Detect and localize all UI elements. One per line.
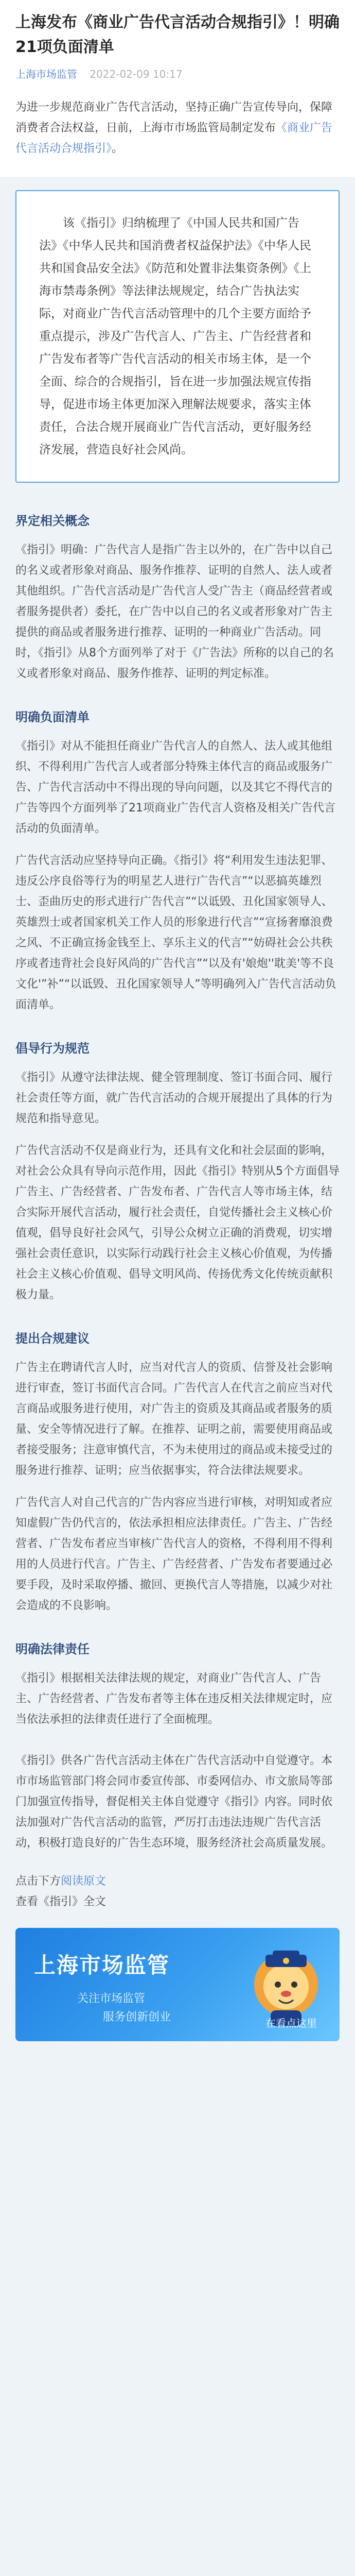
section-conduct-para-2: 广告代言活动不仅是商业行为，还具有文化和社会层面的影响，对社会公众具有导向示范作用，因此《指引》特别从5个方面倡导广告主、广告经营者、广告发布者、广告代言人等市场主体，结合实际开展代言活动，履行社会责任，自觉传播社会主义核心价值观，倡导良好社会风气，引导公众树立正确的消费观，切实增强社会责任意识，以实际行动践行社会主义核心价值观，为传播社会主义核心价值观、倡导文明风尚、传扬优秀文化传统贡献积极力量。 <box>15 1144 340 1301</box>
intro-text-before: 为进一步规范商业广告代言活动，坚持正确广告宣传导向，保障消费者合法权益，日前，上海市市场监管局制定发布 <box>15 101 333 134</box>
section-concepts-para-1: 《指引》明确：广告代言人是指广告主以外的，在广告中以自己的名义或者形象对商品、服务作推荐、证明的自然人、法人或者其他组织。广告代言活动是广告代言人受广告主（商品经营者或者服务提供者）委托，在广告中以自己的名义或者形象对广告主提供的商品或者服务进行推荐、证明的一种商业广告活动。同时，《指引》从8个方面列举了对于《广告法》所称的以自己的名义或者形象对商品、服务作推荐、证明的判定标准。 <box>15 544 334 680</box>
footer-line1-prefix: 点击下方 <box>15 1875 61 1888</box>
section-title-liability: 明确法律责任 <box>15 1642 90 1656</box>
section-compliance-para-2: 广告代言人对自己代言的广告内容应当进行审核，对明知或者应知虚假广告仍代言的，依法承担相应法律责任。广告主、广告经营者、广告发布者应当审核广告代言人的资格，不得利用不得利用的人员进行代言。广告主、广告经营者、广告发布者要通过必要手段，及时采取停播、撤回、更换代言人等措施，以减少对社会造成的不良影响。 <box>15 1496 333 1612</box>
section-conduct-para-1: 《指引》从遵守法律法规、健全管理制度、签订书面合同、履行社会责任等方面，就广告代言活动的合规开展提出了具体的行为规范和指导意见。 <box>15 1071 333 1125</box>
footer-line-1 <box>15 1871 340 1892</box>
footer-links <box>0 1861 355 1912</box>
guideline-link[interactable]: 《商业广告代言活动合规指引》 <box>15 122 333 155</box>
section-compliance-para-1: 广告主在聘请代言人时，应当对代言人的资质、信誉及社会影响进行审查，签订书面代言合同。广告代言人在代言之前应当对代言商品或服务进行使用，对广告主的资质及其商品或者服务的质量、安全等情况进行了解。在推荐、证明之前，需要使用商品或者接受服务；注意审慎代言，不为未使用过的商品或未接受过的服务进行推荐、证明；应当依据事实，符合法律法规要求。 <box>15 1361 333 1477</box>
article-meta <box>15 66 340 90</box>
article-title: 上海发布《商业广告代言活动合规指引》！明确21项负面清单 <box>15 13 340 56</box>
section-title-conduct: 倡导行为规范 <box>15 1041 90 1056</box>
follow-banner[interactable] <box>15 1928 340 2041</box>
section-liability-para-1: 《指引》根据相关法律法规的规定，对商业广告代言人、广告主、广告经营者、广告发布者等主体在违反相关法律规定时，应当依法承担的法律责任进行了全面梳理。 <box>15 1672 333 1726</box>
intro-text-after: 。 <box>112 142 123 155</box>
article-intro <box>0 90 355 177</box>
section-title-compliance: 提出合规建议 <box>15 1331 90 1346</box>
publish-date: 2022-02-09 10:17 <box>90 68 183 80</box>
banner-brand: 上海市场监管 <box>34 1953 170 1978</box>
footer-line-2 <box>15 1892 340 1912</box>
footer-read-original-link[interactable]: 阅读原文 <box>61 1875 106 1888</box>
summary-block <box>0 177 355 495</box>
closing-para: 《指引》供各广告代言活动主体在广告代言活动中自觉遵守。本市市场监管部门将会同市委宣传部、市委网信办、市文旅局等部门加强宣传指导，督促相关主体自觉遵守《指引》内容。同时依法加强对广告代言活动的监管，严厉打击违法违规广告代言活动，积极打造良好的广告生态环境，服务经济社会高质量发展。 <box>15 1754 333 1850</box>
account-name-link[interactable]: 上海市场监管 <box>15 68 77 80</box>
like-watching-button[interactable]: 在看点这里 <box>265 2017 317 2029</box>
section-title-concepts: 界定相关概念 <box>15 514 90 528</box>
footer-line2-prefix: 查看 <box>15 1895 39 1908</box>
article-header <box>0 0 355 90</box>
banner-slogan-1: 关注市场监管 <box>77 1992 146 2005</box>
section-title-negative-list: 明确负面清单 <box>15 710 90 724</box>
banner-slogan-2: 服务创新创业 <box>103 2011 171 2024</box>
section-negative-list-para-1: 《指引》对从不能担任商业广告代言人的自然人、法人或其他组织、不得利用广告代言人或者部分特殊主体代言的商品或服务广告、广告代言活动中不得出现的导向问题，以及其它不得代言的广告等四个方面列举了21项商业广告代言人资格及相关广告代言活动的负面清单。 <box>15 740 335 835</box>
section-negative-list-para-2: 广告代言活动应坚持导向正确。《指引》将“利用发生违法犯罪、违反公序良俗等行为的明星艺人进行广告代言”“以恶搞英雄烈士、歪曲历史的形式进行广告代言”“以诋毁、丑化国家领导人、英雄烈士或者国家机关工作人员的形象进行代言”“宣扬奢靡浪费之风、不正确宣扬金钱至上、享乐主义的代言”“妨碍社会公共秩序或者违背社会良好风尚的广告代言”“以及有'娘炮''耽美'等不良文化'”补”“以诋毁、丑化国家领导人”等明确列入广告代言活动负面清单。 <box>15 854 336 1011</box>
summary-text: 该《指引》归纳梳理了《中国人民共和国广告法》《中华人民共和国消费者权益保护法》《中华人民共和国食品安全法》《防范和处置非法集资条例》《上海市禁毒条例》等法律法规规定，结合广告执法实际，对商业广告代言活动管理中的几个主要方面给予重点提示，涉及广告代言人、广告主、广告经营者和广告发布者等广告代言活动的相关市场主体，是一个全面、综合的合规指引，旨在进一步加强法规宣传指导，促进市场主体更加深入理解法规要求，落实主体责任，合法合规开展商业广告代言活动，更好服务经济发展，营造良好社会风尚。 <box>15 190 340 483</box>
footer-line2-tail: 《指引》全文 <box>38 1895 106 1908</box>
sections <box>0 495 355 1861</box>
